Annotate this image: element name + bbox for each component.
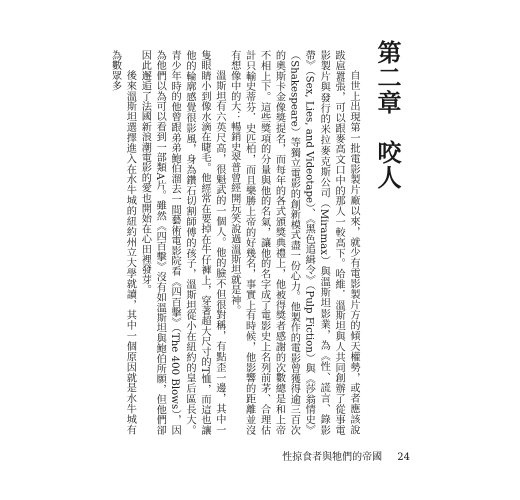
- page-footer: [282, 448, 410, 463]
- paragraph: 後來溫斯坦選擇進入在水牛城的紐約州立大學就讀，其中一個原因就是水牛城有為數眾多: [109, 50, 136, 435]
- body-text: [109, 50, 360, 435]
- chapter-title: 第二章 咬人: [373, 40, 401, 190]
- page-number: 24: [397, 452, 410, 463]
- running-header-book-title: 性掠食者與牠們的帝國: [282, 452, 383, 463]
- paragraph: 溫斯坦有六英尺高，很魁武的一個人。他的臉不但很對稱，有點歪一邊，其中一隻眼睛小到像水滴在睫毛。他經常在要掉在牛仔褲上，穿著超大尺寸的T恤，而這也讓他的輪廓感覺很影風，身為鑽石切割師傅的孩子，溫斯坦從小在紐約的皇后區長大。青少年時的他曾跟弟弟鮑伯溜去一間藝術電影院看《四百擊》（The 400 Blows），因為他們以為可以看到一部類A片。雖然《四百擊》沒有如溫斯坦與鮑伯所願，但他們卻因此邂逅了法國新浪潮電影的愛也開始在心田裡發芽。: [139, 50, 225, 435]
- paragraph: 自世上出現第一批電影製片廠以來，就少有電影製片方的傾天權勢，或者應該說跋扈囂張，可以跟麥高文口中的那人一較高下。哈維．溫斯坦與人共同創辦了從事電影製片與發行的米拉麥克斯公司（Miramax）與溫斯坦影業，為《性、謊言、錄影帶》（Sex, Lies, and Videotape）、《黑色追緝令》（Pulp Fiction）與《莎翁情史》（Shakespeare）等獨立電影的創新模式盡一份心力。他製作的電影曾獲得逾三百次的奧斯卡金像獎提名，而每年的各式頒獎典禮上，他被得獎者感謝的次數總是和上帝不相上下。這些獎項的分量與他的名氣，讓他的名字成了電影史上名列前茅、合理估計只輸史蒂芬．史匹柏，而且樂勝上帝的好幾名，事實上有時候，他影響的距離並沒有想像中的大：暢銷史翠普曾經開玩笑說過溫斯坦就是神。: [228, 50, 359, 435]
